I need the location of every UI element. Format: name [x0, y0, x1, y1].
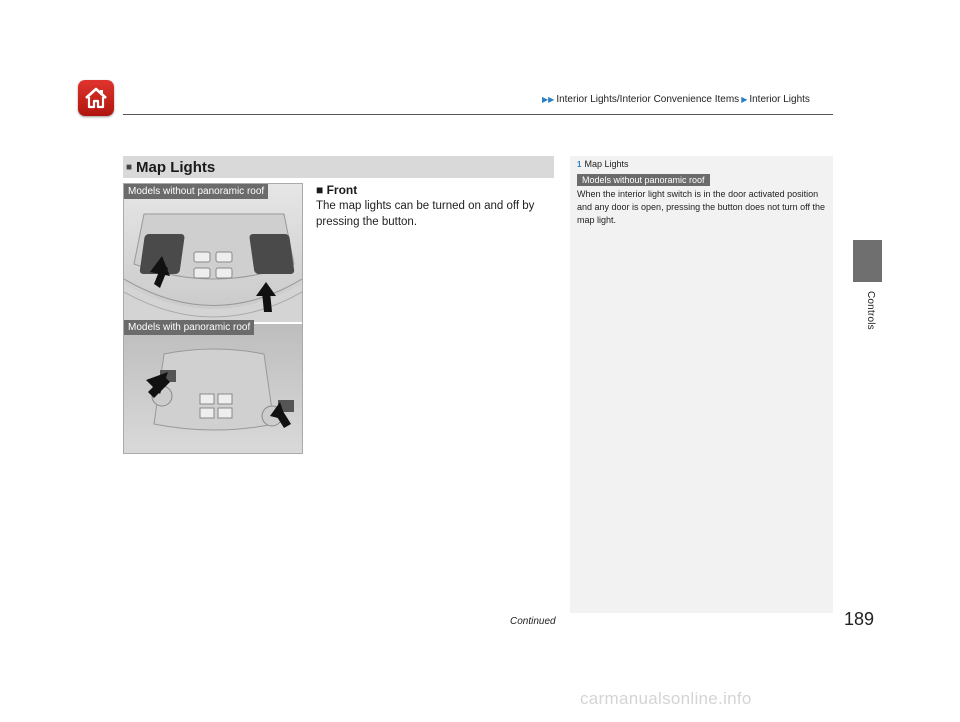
subheading-text: Front	[326, 183, 358, 197]
note-body: When the interior light switch is in the door activated position and any door is open, pressing the button does not turn off the map light.	[577, 189, 826, 225]
watermark: carmanualsonline.info	[580, 689, 752, 708]
figure-label-with-panoramic-roof: Models with panoramic roof	[124, 320, 254, 335]
note-reference-icon: 1	[577, 160, 582, 169]
section-heading	[123, 156, 554, 178]
breadcrumb-link-interior-lights[interactable]: Interior Lights	[749, 94, 810, 105]
overhead-console-illustration	[124, 184, 302, 453]
square-bullet-icon: ■	[316, 183, 324, 197]
page-number: 189	[844, 609, 875, 629]
note-title	[577, 159, 628, 169]
breadcrumb-link-interior-lights-convenience[interactable]: Interior Lights/Interior Convenience Items	[556, 94, 740, 105]
square-bullet-icon: ■	[126, 161, 133, 173]
continued-label: Continued	[510, 616, 556, 627]
double-triangle-right-icon: ▶▶	[542, 95, 555, 104]
body-paragraph: The map lights can be turned on and off by pressing the button.	[316, 200, 535, 228]
section-title: Map Lights	[136, 158, 216, 176]
figure-label-without-panoramic-roof: Models without panoramic roof	[124, 184, 268, 199]
side-tab-label[interactable]: Controls	[865, 290, 876, 330]
home-icon	[83, 86, 109, 110]
subheading	[316, 183, 357, 197]
side-tab-marker[interactable]	[853, 240, 882, 282]
note-title-text: Map Lights	[584, 159, 629, 169]
map-lights-figure	[123, 183, 303, 454]
header-rule	[123, 114, 833, 115]
breadcrumb	[540, 94, 810, 105]
triangle-right-icon: ▶	[741, 95, 748, 104]
note-model-badge: Models without panoramic roof	[577, 174, 710, 186]
home-button[interactable]	[78, 80, 114, 116]
